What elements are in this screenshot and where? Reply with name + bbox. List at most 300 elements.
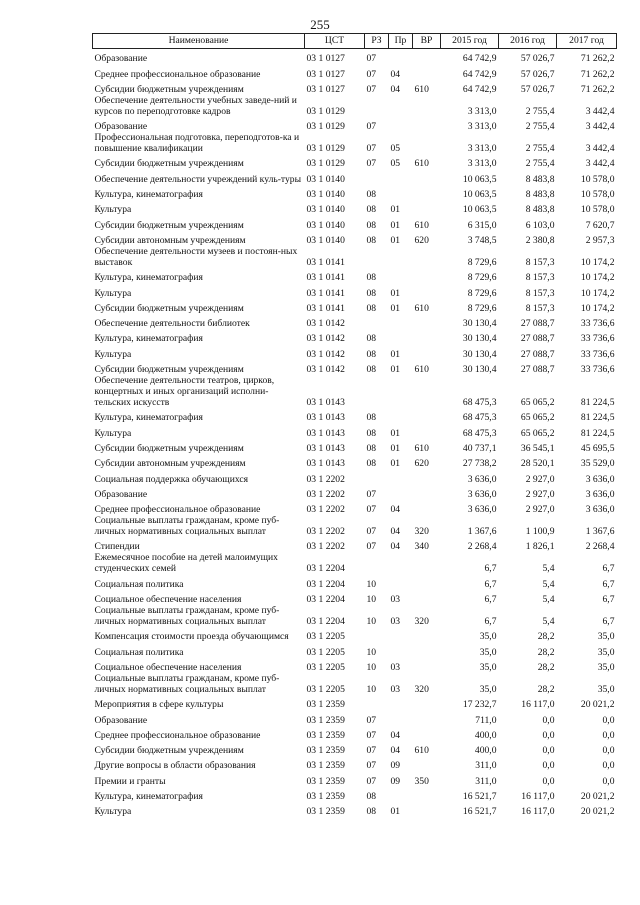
cell-name: Социальная политика [94,578,184,590]
cell-pr [389,268,413,283]
cell-cst: 03 1 2205 [306,631,345,643]
cell-name: Субсидии бюджетным учреждениям [94,364,244,376]
cell-2017: 33 736,6 [580,333,615,345]
cell-2015: 3 313,0 [467,121,497,133]
cell-name: Другие вопросы в области образования [94,760,256,772]
cell-2015: 68 475,3 [462,412,497,424]
cell-rz: 10 [366,646,377,658]
cell-2016: 2 380,8 [525,234,555,246]
cell-rz: 08 [366,234,377,246]
table-row [93,185,617,200]
cell-name: Субсидии бюджетным учреждениям [94,302,244,314]
cell-rz: 07 [366,714,377,726]
table-row [93,500,617,515]
cell-rz: 10 [366,616,377,628]
cell-2015: 3 748,5 [467,234,497,246]
cell-2017: 3 636,0 [585,488,615,500]
cell-vr [413,756,441,771]
cell-name: Субсидии бюджетным учреждениям [94,83,244,95]
cell-pr: 04 [390,745,401,757]
cell-rz: 10 [366,683,377,695]
table-row [93,95,617,117]
cell-pr: 03 [390,616,401,628]
cell-name: Социальные выплаты гражданам, кроме пуб-личных нормативных социальных выплат [94,605,280,628]
cell-rz: 07 [366,729,377,741]
cell-2016: 8 483,8 [525,204,555,216]
cell-2016: 8 483,8 [525,189,555,201]
cell-2015: 35,0 [479,646,497,658]
cell-vr [413,590,441,605]
cell-pr [389,117,413,132]
cell-vr [413,283,441,298]
cell-cst: 03 1 0129 [306,105,345,117]
cell-cst: 03 1 0129 [306,158,345,170]
cell-2016: 0,0 [542,714,555,726]
table-row [93,375,617,408]
cell-2015: 3 313,0 [467,105,497,117]
table-row [93,439,617,454]
cell-2017: 10 174,2 [580,302,615,314]
header-vr: ВР [413,34,441,49]
cell-vr [413,169,441,184]
cell-vr: 320 [414,526,429,538]
cell-pr: 04 [390,526,401,538]
cell-pr: 09 [390,760,401,772]
cell-cst: 03 1 0141 [306,272,345,284]
cell-2015: 16 521,7 [462,790,497,802]
cell-2016: 16 117,0 [521,806,555,818]
cell-rz: 07 [366,541,377,553]
cell-2017: 1 367,6 [585,526,615,538]
cell-pr: 01 [390,287,401,299]
cell-name: Субсидии автономным учреждениям [94,234,246,246]
cell-rz: 07 [366,53,377,65]
cell-2015: 10 063,5 [462,204,497,216]
header-2015: 2015 год [441,34,499,49]
cell-cst: 03 1 0143 [306,412,345,424]
cell-2015: 8 729,6 [467,256,497,268]
cell-cst: 03 1 0127 [306,68,345,80]
cell-vr [413,695,441,710]
cell-cst: 03 1 2202 [306,488,345,500]
cell-2017: 20 021,2 [580,806,615,818]
table-row [93,726,617,741]
cell-2017: 3 442,4 [585,105,615,117]
table-row [93,169,617,184]
cell-2016: 0,0 [542,729,555,741]
table-row [93,605,617,627]
cell-2015: 6,7 [484,563,497,575]
cell-cst: 03 1 0140 [306,204,345,216]
cell-2017: 6,7 [602,563,615,575]
cell-cst: 03 1 0129 [306,121,345,133]
table-row [93,49,617,65]
cell-cst: 03 1 2359 [306,806,345,818]
cell-cst: 03 1 0143 [306,427,345,439]
cell-pr: 05 [390,158,401,170]
cell-cst: 03 1 0127 [306,53,345,65]
cell-2015: 64 742,9 [462,83,497,95]
cell-2017: 33 736,6 [580,318,615,330]
cell-vr: 610 [414,219,429,231]
cell-name: Обеспечение деятельности музеев и постоян-ных выставок [94,245,298,268]
cell-rz: 08 [366,272,377,284]
cell-vr: 320 [414,683,429,695]
cell-name: Культура [94,287,132,299]
cell-cst: 03 1 2359 [306,775,345,787]
cell-2017: 6,7 [602,616,615,628]
cell-rz [365,246,389,268]
cell-cst: 03 1 0141 [306,256,345,268]
cell-pr: 04 [390,541,401,553]
table-row [93,515,617,537]
cell-2016: 28,2 [537,631,555,643]
cell-name: Обеспечение деятельности театров, цирков, концертных и иных организаций исполни-тельских искусств [94,375,275,409]
table-row [93,642,617,657]
cell-pr [389,552,413,574]
cell-2017: 10 174,2 [580,287,615,299]
cell-vr [413,574,441,589]
cell-2017: 10 578,0 [580,189,615,201]
cell-2017: 7 620,7 [585,219,615,231]
cell-rz: 08 [366,333,377,345]
cell-cst: 03 1 0142 [306,318,345,330]
cell-2015: 6,7 [484,578,497,590]
cell-pr: 01 [390,204,401,216]
cell-name: Образование [94,714,148,726]
cell-rz: 07 [366,83,377,95]
cell-2015: 30 130,4 [462,348,497,360]
cell-name: Обеспечение деятельности учебных заведе-ний и курсов по переподготовке кадров [94,94,297,117]
table-row [93,574,617,589]
cell-2015: 311,0 [475,775,497,787]
cell-pr: 01 [390,364,401,376]
cell-pr: 04 [390,68,401,80]
cell-pr [389,469,413,484]
cell-2015: 68 475,3 [462,397,497,409]
cell-vr [413,375,441,408]
table-row [93,771,617,786]
cell-vr [413,469,441,484]
cell-name: Социальное обеспечение населения [94,661,242,673]
cell-2017: 3 442,4 [585,158,615,170]
cell-pr: 04 [390,83,401,95]
cell-2015: 10 063,5 [462,173,497,185]
cell-2016: 0,0 [542,775,555,787]
cell-rz: 07 [366,775,377,787]
cell-2017: 0,0 [602,729,615,741]
cell-cst: 03 1 2205 [306,646,345,658]
table-row [93,590,617,605]
cell-2016: 8 157,3 [525,272,555,284]
cell-cst: 03 1 2359 [306,714,345,726]
header-rz: РЗ [365,34,389,49]
table-row [93,469,617,484]
cell-2016: 1 826,1 [525,541,555,553]
cell-cst: 03 1 2204 [306,616,345,628]
cell-cst: 03 1 2359 [306,760,345,772]
cell-vr [413,500,441,515]
cell-rz: 08 [366,427,377,439]
cell-2017: 35,0 [597,683,615,695]
cell-2017: 81 224,5 [580,397,615,409]
cell-2015: 30 130,4 [462,333,497,345]
cell-2016: 2 755,4 [525,143,555,155]
cell-pr: 04 [390,729,401,741]
cell-2017: 35,0 [597,631,615,643]
cell-name: Социальная политика [94,646,184,658]
cell-cst: 03 1 2202 [306,504,345,516]
table-row [93,231,617,246]
cell-2017: 35 529,0 [580,458,615,470]
cell-cst: 03 1 0140 [306,173,345,185]
cell-rz: 07 [366,760,377,772]
cell-2016: 57 026,7 [520,83,555,95]
cell-rz: 08 [366,302,377,314]
cell-cst: 03 1 0143 [306,442,345,454]
table-row [93,658,617,673]
cell-pr: 01 [390,458,401,470]
cell-vr [413,787,441,802]
table-row [93,299,617,314]
cell-pr [389,185,413,200]
cell-2016: 0,0 [542,745,555,757]
cell-2017: 3 636,0 [585,504,615,516]
cell-2016: 2 927,0 [525,504,555,516]
cell-cst: 03 1 2202 [306,526,345,538]
cell-vr [413,200,441,215]
cell-pr [389,642,413,657]
cell-pr [389,95,413,117]
cell-cst: 03 1 2202 [306,473,345,485]
cell-rz: 08 [366,219,377,231]
cell-rz: 08 [366,790,377,802]
cell-2016: 2 755,4 [525,158,555,170]
cell-2016: 2 927,0 [525,488,555,500]
cell-2017: 0,0 [602,714,615,726]
table-row [93,627,617,642]
cell-name: Компенсация стоимости проезда обучающимся [94,631,289,643]
cell-rz: 08 [366,204,377,216]
cell-name: Образование [94,53,148,65]
cell-2015: 8 729,6 [467,302,497,314]
cell-vr [413,132,441,154]
cell-rz: 08 [366,364,377,376]
cell-cst: 03 1 0127 [306,83,345,95]
cell-2015: 16 521,7 [462,806,497,818]
cell-cst: 03 1 2204 [306,563,345,575]
cell-cst: 03 1 0142 [306,333,345,345]
cell-2016: 28,2 [537,683,555,695]
cell-vr [413,552,441,574]
cell-name: Субсидии бюджетным учреждениям [94,219,244,231]
cell-2015: 6 315,0 [467,219,497,231]
cell-rz: 10 [366,661,377,673]
table-row [93,787,617,802]
cell-name: Субсидии бюджетным учреждениям [94,158,244,170]
cell-2016: 0,0 [542,760,555,772]
cell-name: Культура, кинематография [94,333,203,345]
cell-2016: 5,4 [542,616,555,628]
cell-rz [365,169,389,184]
cell-cst: 03 1 2205 [306,683,345,695]
cell-rz [365,627,389,642]
header-2017: 2017 год [557,34,617,49]
cell-vr [413,268,441,283]
cell-pr [389,627,413,642]
cell-rz: 08 [366,412,377,424]
cell-pr [389,574,413,589]
cell-vr: 340 [414,541,429,553]
table-row [93,485,617,500]
cell-cst: 03 1 2359 [306,729,345,741]
cell-2016: 1 100,9 [525,526,555,538]
cell-2017: 10 174,2 [580,272,615,284]
table-row [93,802,617,817]
cell-2015: 2 268,4 [467,541,497,553]
cell-rz: 08 [366,458,377,470]
table-row [93,64,617,79]
cell-2015: 3 636,0 [467,504,497,516]
table-header-row [93,34,617,49]
cell-rz: 08 [366,348,377,360]
cell-2017: 20 021,2 [580,790,615,802]
cell-name: Профессиональная подготовка, переподготов-ка и повышение квалификации [94,132,300,155]
cell-cst: 03 1 0143 [306,397,345,409]
cell-pr: 09 [390,775,401,787]
cell-pr: 03 [390,594,401,606]
cell-2015: 6,7 [484,594,497,606]
cell-vr [413,246,441,268]
cell-2017: 71 262,2 [580,68,615,80]
cell-rz: 07 [366,504,377,516]
cell-2017: 6,7 [602,578,615,590]
cell-2016: 57 026,7 [520,53,555,65]
cell-vr [413,49,441,65]
cell-name: Обеспечение деятельности учреждений куль-туры [94,173,302,185]
cell-2017: 45 695,5 [580,442,615,454]
cell-name: Образование [94,488,148,500]
cell-rz: 07 [366,143,377,155]
cell-vr [413,408,441,423]
cell-2017: 35,0 [597,661,615,673]
cell-2017: 71 262,2 [580,83,615,95]
cell-rz [365,695,389,710]
cell-2015: 1 367,6 [467,526,497,538]
cell-name: Культура, кинематография [94,189,203,201]
cell-vr: 610 [414,302,429,314]
cell-rz: 08 [366,189,377,201]
cell-rz [365,314,389,329]
cell-2015: 3 636,0 [467,488,497,500]
cell-pr: 01 [390,427,401,439]
cell-2016: 8 157,3 [525,287,555,299]
cell-name: Стипендии [94,541,140,553]
cell-name: Социальная поддержка обучающихся [94,473,249,485]
cell-2016: 6 103,0 [525,219,555,231]
table-row [93,741,617,756]
cell-pr: 01 [390,806,401,818]
cell-rz: 07 [366,488,377,500]
cell-name: Обеспечение деятельности библиотек [94,318,250,330]
cell-2016: 65 065,2 [520,412,555,424]
cell-name: Мероприятия в сфере культуры [94,699,224,711]
table-row [93,423,617,438]
cell-2016: 28,2 [537,661,555,673]
cell-pr [389,329,413,344]
cell-pr [389,246,413,268]
cell-vr [413,802,441,817]
cell-2017: 10 578,0 [580,204,615,216]
cell-2016: 2 755,4 [525,121,555,133]
cell-2016: 8 157,3 [525,302,555,314]
cell-2016: 36 545,1 [520,442,555,454]
cell-2017: 33 736,6 [580,364,615,376]
cell-name: Субсидии бюджетным учреждениям [94,745,244,757]
cell-pr [389,49,413,65]
cell-vr [413,117,441,132]
cell-2015: 311,0 [475,760,497,772]
table-body [93,49,617,818]
cell-2017: 2 268,4 [585,541,615,553]
cell-2015: 35,0 [479,631,497,643]
cell-cst: 03 1 0141 [306,302,345,314]
table-row [93,132,617,154]
cell-cst: 03 1 2204 [306,594,345,606]
cell-2015: 64 742,9 [462,68,497,80]
cell-2015: 35,0 [479,683,497,695]
cell-2015: 8 729,6 [467,287,497,299]
cell-vr: 610 [414,745,429,757]
cell-2016: 28 520,1 [520,458,555,470]
cell-2015: 3 313,0 [467,158,497,170]
cell-2017: 6,7 [602,594,615,606]
cell-rz: 08 [366,806,377,818]
cell-2016: 5,4 [542,594,555,606]
table-row [93,673,617,695]
table-row [93,80,617,95]
table-row [93,552,617,574]
cell-pr: 04 [390,504,401,516]
table-row [93,756,617,771]
cell-pr [389,485,413,500]
header-2016: 2016 год [499,34,557,49]
cell-name: Среднее профессиональное образование [94,729,261,741]
cell-2015: 64 742,9 [462,53,497,65]
cell-rz: 08 [366,287,377,299]
table-row [93,710,617,725]
cell-vr [413,95,441,117]
cell-pr: 01 [390,442,401,454]
cell-2016: 2 755,4 [525,105,555,117]
cell-rz [365,375,389,408]
table-row [93,154,617,169]
cell-name: Субсидии бюджетным учреждениям [94,442,244,454]
cell-2015: 30 130,4 [462,318,497,330]
cell-2017: 2 957,3 [585,234,615,246]
cell-2016: 57 026,7 [520,68,555,80]
cell-2016: 16 117,0 [521,699,555,711]
cell-vr [413,726,441,741]
cell-pr: 01 [390,302,401,314]
cell-2016: 2 927,0 [525,473,555,485]
cell-2015: 40 737,1 [462,442,497,454]
budget-table [92,33,617,817]
cell-name: Культура, кинематография [94,272,203,284]
cell-vr: 610 [414,364,429,376]
cell-2015: 10 063,5 [462,189,497,201]
cell-2017: 3 442,4 [585,121,615,133]
